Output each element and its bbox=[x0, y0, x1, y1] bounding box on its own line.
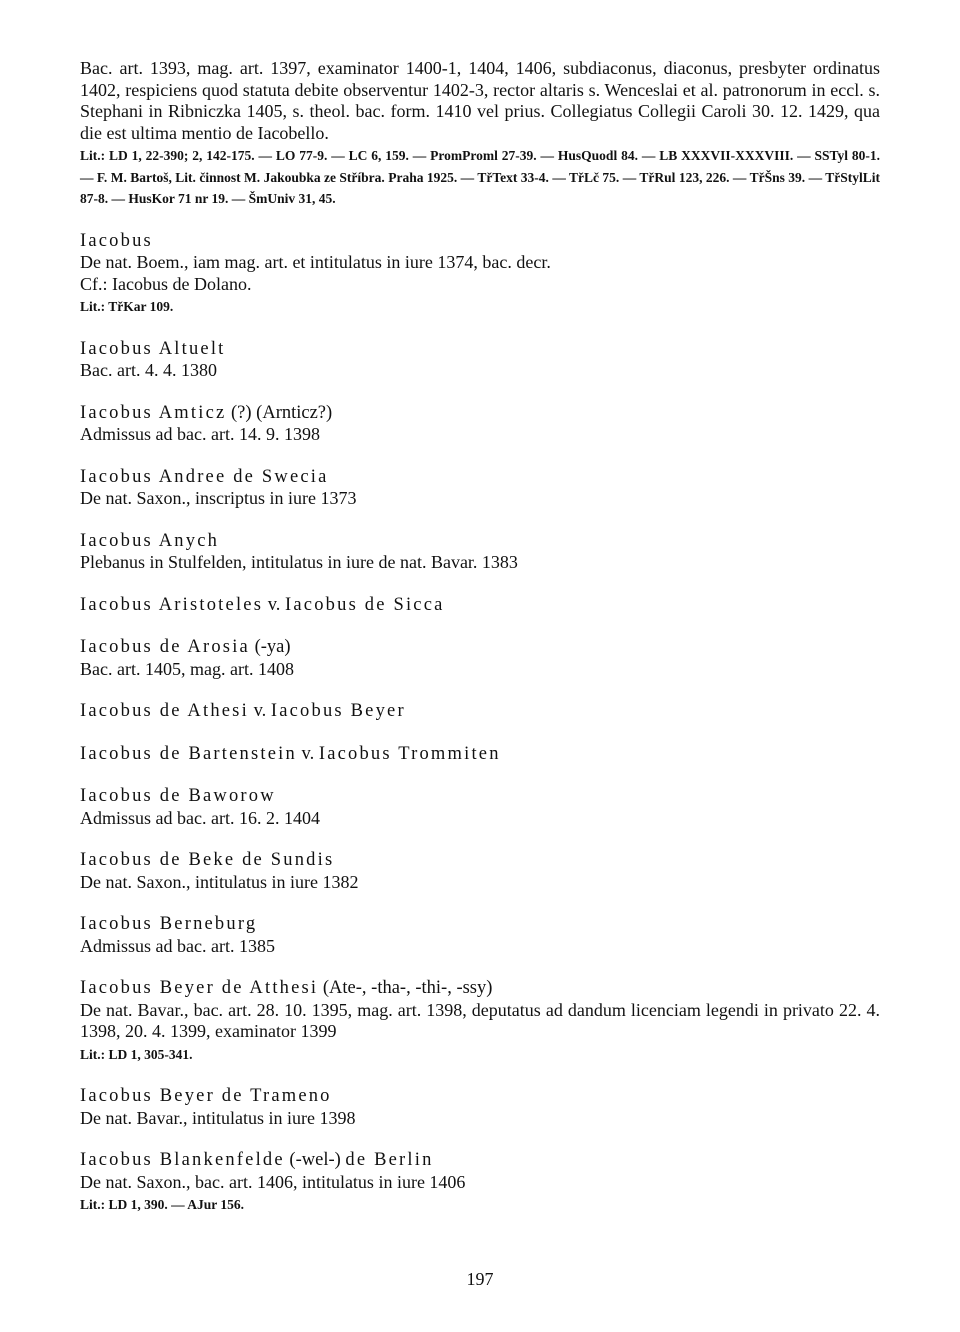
entry-heading bbox=[80, 978, 880, 1000]
entry-name: Iacobus bbox=[80, 230, 153, 251]
entry-cross-reference: Iacobus Trommiten bbox=[318, 743, 501, 764]
entry-heading bbox=[80, 914, 880, 936]
entry-name: Iacobus Berneburg bbox=[80, 914, 258, 934]
entry-detail: De nat. Bavar., bac. art. 28. 10. 1395, mag. art. 1398, deputatus ad dandum licenciam legendi in privato 22. 4. 1398, 20. 4. 1399, examinator 1399 bbox=[80, 999, 880, 1041]
entry-detail: De nat. Bavar., intitulatus in iure 1398 bbox=[80, 1107, 356, 1128]
entry-variant: v. bbox=[248, 701, 271, 721]
entry-name: Iacobus Aristoteles bbox=[80, 594, 264, 615]
entry-literature: Lit.: LD 1, 305-341. bbox=[80, 1046, 193, 1062]
entry-name: Iacobus de Arosia bbox=[80, 637, 250, 657]
entry-literature: Lit.: LD 1, 390. — AJur 156. bbox=[80, 1197, 245, 1212]
entry-heading bbox=[80, 744, 880, 766]
entry-name: Iacobus de Bartenstein bbox=[80, 743, 297, 764]
entry-name: Iacobus Beyer de Atthesi bbox=[80, 978, 319, 998]
entry-heading bbox=[80, 1086, 880, 1108]
document-page bbox=[80, 58, 880, 1216]
entry-detail: Plebanus in Stulfelden, intitulatus in iure de nat. Bavar. 1383 bbox=[80, 552, 518, 572]
entry-heading bbox=[80, 231, 880, 253]
entry-detail: Admissus ad bac. art. 16. 2. 1404 bbox=[80, 807, 320, 828]
list-item bbox=[80, 595, 880, 617]
entry-heading bbox=[80, 339, 880, 361]
page-number: 197 bbox=[466, 1269, 494, 1289]
entry-detail: De nat. Saxon., inscriptus in iure 1373 bbox=[80, 488, 357, 508]
list-item bbox=[80, 786, 880, 829]
list-item bbox=[80, 339, 880, 382]
entry-name: Iacobus Blankenfelde bbox=[80, 1150, 285, 1170]
entry-heading bbox=[80, 850, 880, 872]
entry-heading bbox=[80, 701, 880, 723]
entry-name: Iacobus Altuelt bbox=[80, 338, 226, 359]
entry-cross-reference: de Berlin bbox=[345, 1150, 434, 1170]
entry-heading bbox=[80, 531, 880, 553]
entry-cross-reference: Iacobus Beyer bbox=[270, 701, 406, 721]
entry-detail: De nat. Boem., iam mag. art. et intitulatus in iure 1374, bac. decr. bbox=[80, 252, 551, 272]
entry-detail: Admissus ad bac. art. 14. 9. 1398 bbox=[80, 424, 320, 444]
entry-name: Iacobus Beyer de Trameno bbox=[80, 1086, 332, 1106]
entry-name: Iacobus Anych bbox=[80, 530, 220, 551]
entry-name: Iacobus de Baworow bbox=[80, 786, 276, 806]
entry-variant: v. bbox=[263, 594, 286, 615]
entry-detail: Bac. art. 4. 4. 1380 bbox=[80, 360, 217, 380]
entry-detail: Admissus ad bac. art. 1385 bbox=[80, 935, 275, 956]
intro-literature: Lit.: LD 1, 22-390; 2, 142-175. — LO 77-9. — LC 6, 159. — PromProml 27-39. — HusQuodl 84. — LB XXXVII-XXXVIII. — SSTyl 80-1. — F. M. Bartoš, Lit. činnost M. Jakoubka ze Stříbra. Praha 1925. — TřText 33-4. — TřLč 75. — TřRul 123, 226. — TřŠns 39. — TřStylLit 87-8. — HusKor 71 nr 19. — ŠmUniv 31, 45. bbox=[80, 148, 880, 206]
entry-variant: v. bbox=[296, 743, 319, 764]
entry-variant: (-ya) bbox=[249, 637, 291, 657]
entry-heading bbox=[80, 403, 880, 425]
entry-heading bbox=[80, 595, 880, 617]
entry-variant: (-wel-) bbox=[284, 1150, 346, 1170]
entry-heading bbox=[80, 637, 880, 659]
list-item bbox=[80, 467, 880, 510]
entry-detail: De nat. Saxon., bac. art. 1406, intitulatus in iure 1406 bbox=[80, 1171, 466, 1192]
list-item bbox=[80, 1150, 880, 1216]
list-item bbox=[80, 637, 880, 680]
list-item bbox=[80, 914, 880, 957]
list-item bbox=[80, 531, 880, 574]
entry-name: Iacobus Amticz bbox=[80, 402, 227, 423]
entry-detail: Cf.: Iacobus de Dolano. bbox=[80, 273, 252, 294]
entry-variant: (Ate-, -tha-, -thi-, -ssy) bbox=[318, 978, 493, 998]
list-item bbox=[80, 701, 880, 723]
entry-name: Iacobus de Beke de Sundis bbox=[80, 850, 335, 870]
entry-literature: Lit.: TřKar 109. bbox=[80, 299, 174, 314]
entry-name: Iacobus Andree de Swecia bbox=[80, 466, 329, 487]
entry-detail: De nat. Saxon., intitulatus in iure 1382 bbox=[80, 871, 359, 892]
list-item bbox=[80, 1086, 880, 1129]
list-item bbox=[80, 978, 880, 1065]
list-item bbox=[80, 850, 880, 893]
entry-detail: Bac. art. 1405, mag. art. 1408 bbox=[80, 658, 294, 679]
entry-cross-reference: Iacobus de Sicca bbox=[285, 594, 445, 615]
entry-list bbox=[80, 231, 880, 1216]
intro-paragraph: Bac. art. 1393, mag. art. 1397, examinator 1400-1, 1404, 1406, subdiaconus, diaconus, presbyter ordinatus 1402, respiciens quod statuta debite observentur 1402-3, rector altaris s. Wenceslai et al. patronorum in eccl. s. Stephani in Ribniczka 1405, s. theol. bac. form. 1410 vel prius. Collegiatus Collegii Caroli 30. 12. 1429, qua die est ultima mentio de Iacobello. bbox=[80, 58, 880, 143]
entry-heading bbox=[80, 786, 880, 808]
entry-variant: (?) (Arnticz?) bbox=[226, 402, 333, 423]
list-item bbox=[80, 403, 880, 446]
list-item bbox=[80, 744, 880, 766]
list-item bbox=[80, 231, 880, 318]
entry-heading bbox=[80, 1150, 880, 1172]
entry-heading bbox=[80, 467, 880, 489]
entry-name: Iacobus de Athesi bbox=[80, 701, 249, 721]
